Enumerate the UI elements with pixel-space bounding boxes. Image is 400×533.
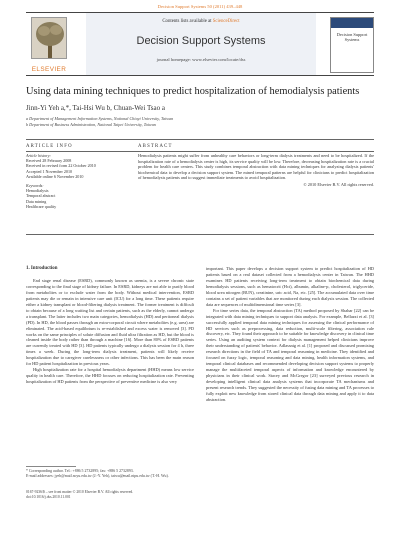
affiliations (26, 116, 374, 127)
history-item: Received 28 February 2008 (26, 158, 72, 164)
body-column-left (26, 266, 194, 385)
history-item: Available online 6 November 2010 (26, 173, 84, 179)
divider (26, 234, 374, 235)
corresponding-author: * Corresponding author. Tel.: +886 5 2732895; fax: +886 5 2732893. (26, 469, 134, 473)
front-matter (26, 490, 194, 500)
divider (26, 151, 374, 152)
doi-link[interactable]: doi:10.1016/j.dss.2010.11.001 (26, 494, 71, 499)
keywords-label: Keywords: (26, 183, 44, 189)
footnote-rule (26, 466, 76, 467)
abstract-copyright: © 2010 Elsevier B.V. All rights reserved. (303, 181, 374, 187)
section-heading: 1. Introduction (26, 266, 58, 271)
article-info (26, 153, 126, 209)
keyword: Data mining (26, 198, 47, 204)
journal-cover (330, 17, 374, 73)
availability-prefix: Contents lists available at (162, 19, 213, 24)
masthead-center (86, 13, 316, 75)
keyword: Hemodialysis (26, 188, 49, 194)
keyword: Healthcare quality (26, 203, 57, 209)
article-title: Using data mining techniques to predict hospitalization of hemodialysis patients (26, 86, 360, 97)
abstract-heading: ABSTRACT (138, 144, 173, 149)
issn-line: 0167-9236/$ – see front matter © 2010 Elsevier B.V. All rights reserved. (26, 490, 134, 494)
publisher-name: ELSEVIER (31, 66, 67, 73)
journal-masthead (26, 12, 374, 76)
author-emails[interactable]: E-mail addresses: jyeh@mail.ncyu.edu.tw (J.-Y. Yeh), taiwu@mail.ntpu.edu.tw (T.-H. Wu). (26, 473, 169, 478)
paragraph: High hospitalization rate for a hospital hemodialysis department (HHD) means low service quality in health care. Therefore, the HHD focuses on reducing hospitalization rate. Preventing hospitalization of HD patients from the perspective of preventive medicine is also very (26, 367, 194, 385)
paragraph: End stage renal disease (ESRD), commonly known as uremia, is a severe chronic state corresponding to the final stage of kidney failure. In ESRD, kidneys are not able to purify blood from metabolites or to exclude water from the body. Without medical intervention, ESRD patients may die or remain in intensive care unit (ICU) for a long time. These patients require either a kidney transplant or blood-filtering dialysis treatment. The former treatment is difficult to obtain because of a long waiting list and certain patients, such as the elderly, cannot undergo a transplant. The latter includes two main categories, hemodialysis (HD) and peritoneal dialysis (PD). In HD, the blood passes through an extra-corporal circuit where metabolites (e.g. urea) are eliminated. The acid-based equilibrium is re-established and excess water is removed [3]. PD works on the same principles of solute diffusion and fluid ultra filtration as HD, but the blood is cleaned inside the body rather than through a machine [16]. More than 80% of ESRD patients are currently treated with HD [3]. HD patients typically undergo a dialysis session for 4 h, three times a week. During the long-term dialysis treatment, patients will likely receive hospitalization due to caregiver carelessness or other infections. This has been the main reason for HD patient hospitalization in previous years. (26, 277, 194, 367)
history-item: Received in revised form 22 October 2010 (26, 163, 96, 169)
journal-citation: Decision Support Systems 50 (2011) 439–448 (157, 4, 243, 9)
publisher-logo (26, 17, 72, 73)
tree-logo-icon (31, 17, 67, 59)
journal-homepage[interactable]: journal homepage: www.elsevier.com/locate/dss (156, 57, 246, 62)
affiliation-a: a Department of Management Information Systems, National Chiayi University, Taiwan (26, 116, 174, 121)
body-column-right (206, 266, 374, 403)
keyword: Temporal abstract (26, 193, 56, 199)
paragraph: important. This paper develops a decision support system to predict hospitalization of HD patients based on a real dataset collected from a hemodialysis center in Taiwan. The HHD examines HD patients receiving long-term treatment to obtain biochemical data during hemodialysis sessions, such as hematocrit (Hct), albumin, alkaline-p, cholesterol, triglyceride, blood urea nitrogen (BUN), creatinine, uric acid, Na, etc. [25]. The accumulated data over time contains a set of patient variables that are monitored during each dialysis session. The collected data are sequences of multidimensional time series [3]. (206, 266, 374, 307)
cover-band (331, 18, 373, 28)
footnote (26, 466, 194, 479)
article-info-heading: ARTICLE INFO (26, 144, 73, 149)
article-authors: Jinn-Yi Yeh a,*, Tai-Hsi Wu b, Chuan-Wei Tsao a (26, 104, 165, 112)
abstract-text: Hemodialysis patients might suffer from unhealthy care behaviors or long-term dialysis treatments and need to be hospitalized. If the hospitalization rate of a hemodialysis center is high, its service quality will be low. Therefore, decreasing hospitalization rate is a crucial problem for health care centers. This study combines temporal abstraction with data mining techniques for analyzing dialysis patients' biochemical data to develop a decision support system. The mined temporal patterns are helpful for clinicians to predict hospitalization of hemodialysis patients and to suggest immediate treatments to avoid hospitalization. (138, 153, 374, 181)
availability-line (86, 19, 316, 24)
affiliation-b: b Department of Business Administration, National Taipei University, Taiwan (26, 121, 156, 127)
abstract (138, 153, 374, 188)
divider (26, 139, 374, 140)
cover-title: Decision Support Systems (336, 32, 368, 42)
history-label: Article history: (26, 153, 51, 158)
paragraph: For time series data, the temporal abstraction (TA) method proposed by Shahar [22] can be integrated with data mining techniques to support data analysis. For example, Bellazzi et al. [3] successfully applied temporal data mining techniques for assessing the clinical performance of HD services such as preprocessing, data reduction, multi-scale filtering, association rule discovery, etc. They found their approach to be suitable for knowledge discovery in clinical time series. Using an auditing system context for dialysis management helped clinicians improve their understanding of patients' behavior. Adlassnig et al. [1] proposed and discussed promising research directions in the field of TA and temporal reasoning in medicine. They identified and focused on fuzzy logic, temporal reasoning and data mining, health information systems, and temporal clinical databases and recommended developing decision support systems to properly manage the multifaceted temporal aspects of information and knowledge encountered by physicians in their clinical work. Stacey and McGregor [23] surveyed previous research in developing intelligent clinical data analysis systems that incorporate TA mechanisms and present research trends. They suggested the necessity of fusing data mining and TA processes to fully exploit new knowledge from stored clinical data through data mining and apply it to data abstraction. (206, 307, 374, 402)
history-item: Accepted 1 November 2010 (26, 168, 73, 174)
journal-title: Decision Support Systems (136, 35, 266, 47)
sciencedirect-link[interactable]: ScienceDirect (212, 19, 240, 24)
